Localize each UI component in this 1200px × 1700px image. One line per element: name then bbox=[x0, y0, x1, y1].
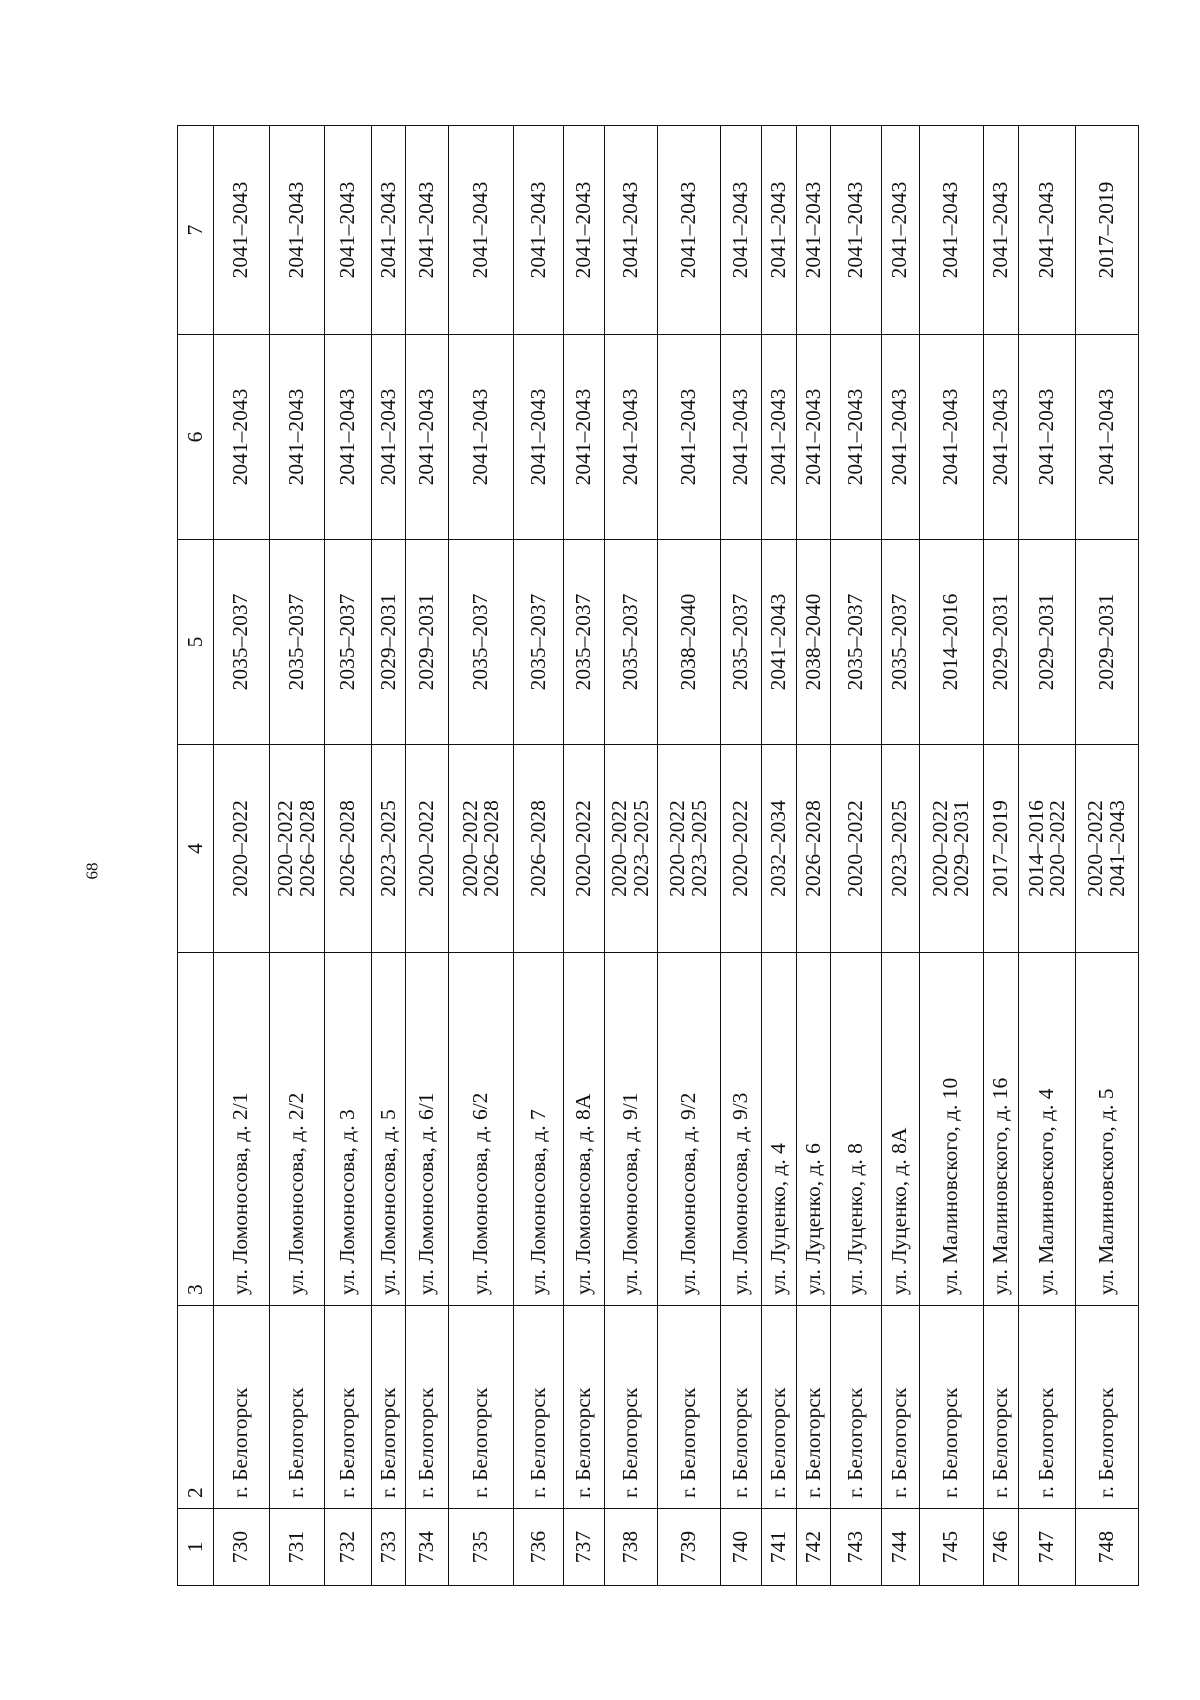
period-cell-4 bbox=[1019, 745, 1075, 953]
header-cell: 7 bbox=[178, 126, 214, 335]
period-cell-5: 2035–2037 bbox=[269, 540, 324, 745]
table-row bbox=[605, 126, 658, 1586]
period-cell-5: 2035–2037 bbox=[605, 540, 658, 745]
period-cell-4 bbox=[983, 745, 1019, 953]
city-cell: г. Белогорск bbox=[657, 1306, 720, 1509]
address-cell: ул. Ломоносова, д. 8А bbox=[563, 953, 604, 1306]
header-row bbox=[178, 126, 214, 1586]
table-row bbox=[983, 126, 1019, 1586]
period-line: 2023–2025 bbox=[686, 800, 711, 897]
period-cell-7: 2041–2043 bbox=[796, 126, 830, 335]
period-cell-7: 2041–2043 bbox=[269, 126, 324, 335]
address-cell: ул. Ломоносова, д. 3 bbox=[324, 953, 371, 1306]
period-cell-5: 2038–2040 bbox=[796, 540, 830, 745]
period-line: 2020–2022 bbox=[728, 800, 753, 897]
address-cell: ул. Ломоносова, д. 2/1 bbox=[213, 953, 269, 1306]
table-row bbox=[657, 126, 720, 1586]
period-line: 2026–2028 bbox=[479, 800, 504, 897]
period-cell-6: 2041–2043 bbox=[269, 335, 324, 540]
period-cell-7: 2041–2043 bbox=[762, 126, 796, 335]
city-cell: г. Белогорск bbox=[1019, 1306, 1075, 1509]
city-cell: г. Белогорск bbox=[269, 1306, 324, 1509]
city-cell: г. Белогорск bbox=[720, 1306, 761, 1509]
period-cell-4 bbox=[919, 745, 983, 953]
period-cell-6: 2041–2043 bbox=[881, 335, 919, 540]
period-cell-7: 2041–2043 bbox=[448, 126, 513, 335]
period-cell-5: 2029–2031 bbox=[372, 540, 406, 745]
period-cell-4 bbox=[796, 745, 830, 953]
row-number: 740 bbox=[720, 1509, 761, 1586]
row-number: 745 bbox=[919, 1509, 983, 1586]
period-cell-5: 2029–2031 bbox=[1075, 540, 1138, 745]
header-cell: 6 bbox=[178, 335, 214, 540]
table-row bbox=[919, 126, 983, 1586]
period-cell-6: 2041–2043 bbox=[919, 335, 983, 540]
period-cell-7: 2041–2043 bbox=[514, 126, 563, 335]
rotated-table-wrapper bbox=[177, 126, 1139, 1586]
row-number: 733 bbox=[372, 1509, 406, 1586]
address-cell: ул. Луценко, д. 6 bbox=[796, 953, 830, 1306]
period-cell-5: 2035–2037 bbox=[448, 540, 513, 745]
period-cell-6: 2041–2043 bbox=[657, 335, 720, 540]
table-row bbox=[1075, 126, 1138, 1586]
period-line: 2032–2034 bbox=[766, 800, 791, 897]
table-row bbox=[762, 126, 796, 1586]
page-number: 68 bbox=[82, 862, 102, 880]
period-cell-4 bbox=[563, 745, 604, 953]
period-cell-4 bbox=[881, 745, 919, 953]
period-cell-4 bbox=[720, 745, 761, 953]
city-cell: г. Белогорск bbox=[605, 1306, 658, 1509]
city-cell: г. Белогорск bbox=[448, 1306, 513, 1509]
period-cell-7: 2041–2043 bbox=[324, 126, 371, 335]
period-cell-6: 2041–2043 bbox=[448, 335, 513, 540]
period-cell-6: 2041–2043 bbox=[406, 335, 448, 540]
row-number: 744 bbox=[881, 1509, 919, 1586]
period-cell-7: 2041–2043 bbox=[720, 126, 761, 335]
row-number: 742 bbox=[796, 1509, 830, 1586]
header-cell: 3 bbox=[178, 953, 214, 1306]
period-cell-4 bbox=[269, 745, 324, 953]
period-cell-7: 2041–2043 bbox=[657, 126, 720, 335]
period-cell-7: 2041–2043 bbox=[605, 126, 658, 335]
period-cell-4 bbox=[657, 745, 720, 953]
city-cell: г. Белогорск bbox=[1075, 1306, 1138, 1509]
period-cell-6: 2041–2043 bbox=[1075, 335, 1138, 540]
table-frame bbox=[177, 126, 1200, 1564]
period-cell-5: 2038–2040 bbox=[657, 540, 720, 745]
period-cell-5: 2035–2037 bbox=[324, 540, 371, 745]
period-cell-5: 2035–2037 bbox=[720, 540, 761, 745]
table-row bbox=[269, 126, 324, 1586]
period-cell-4 bbox=[213, 745, 269, 953]
row-number: 732 bbox=[324, 1509, 371, 1586]
city-cell: г. Белогорск bbox=[213, 1306, 269, 1509]
period-line: 2041–2043 bbox=[1104, 800, 1129, 897]
period-cell-5: 2029–2031 bbox=[406, 540, 448, 745]
period-cell-5: 2041–2043 bbox=[762, 540, 796, 745]
city-cell: г. Белогорск bbox=[563, 1306, 604, 1509]
row-number: 737 bbox=[563, 1509, 604, 1586]
period-line: 2023–2025 bbox=[375, 800, 400, 897]
period-cell-7: 2041–2043 bbox=[983, 126, 1019, 335]
header-cell: 4 bbox=[178, 745, 214, 953]
row-number: 746 bbox=[983, 1509, 1019, 1586]
period-line: 2014–2016 bbox=[1023, 800, 1048, 897]
period-cell-4 bbox=[406, 745, 448, 953]
period-line: 2029–2031 bbox=[949, 800, 974, 897]
period-line: 2020–2022 bbox=[1083, 800, 1108, 897]
period-cell-6: 2041–2043 bbox=[514, 335, 563, 540]
period-cell-6: 2041–2043 bbox=[324, 335, 371, 540]
table-row bbox=[1019, 126, 1075, 1586]
table-row bbox=[514, 126, 563, 1586]
period-line: 2023–2025 bbox=[628, 800, 653, 897]
row-number: 743 bbox=[831, 1509, 882, 1586]
period-line: 2020–2022 bbox=[414, 800, 439, 897]
table-row bbox=[720, 126, 761, 1586]
row-number: 731 bbox=[269, 1509, 324, 1586]
address-cell: ул. Ломоносова, д. 2/2 bbox=[269, 953, 324, 1306]
city-cell: г. Белогорск bbox=[881, 1306, 919, 1509]
period-cell-4 bbox=[324, 745, 371, 953]
address-cell: ул. Луценко, д. 4 bbox=[762, 953, 796, 1306]
header-cell: 5 bbox=[178, 540, 214, 745]
period-cell-4 bbox=[448, 745, 513, 953]
period-cell-4 bbox=[514, 745, 563, 953]
header-cell: 1 bbox=[178, 1509, 214, 1586]
period-line: 2017–2019 bbox=[988, 800, 1013, 897]
row-number: 747 bbox=[1019, 1509, 1075, 1586]
address-cell: ул. Луценко, д. 8А bbox=[881, 953, 919, 1306]
period-cell-7: 2041–2043 bbox=[213, 126, 269, 335]
period-cell-7: 2041–2043 bbox=[919, 126, 983, 335]
period-cell-6: 2041–2043 bbox=[605, 335, 658, 540]
period-cell-6: 2041–2043 bbox=[563, 335, 604, 540]
address-cell: ул. Ломоносова, д. 6/2 bbox=[448, 953, 513, 1306]
period-line: 2020–2022 bbox=[843, 800, 868, 897]
period-cell-6: 2041–2043 bbox=[720, 335, 761, 540]
address-cell: ул. Малиновского, д. 16 bbox=[983, 953, 1019, 1306]
period-cell-6: 2041–2043 bbox=[762, 335, 796, 540]
table-row bbox=[324, 126, 371, 1586]
period-cell-7: 2041–2043 bbox=[881, 126, 919, 335]
row-number: 730 bbox=[213, 1509, 269, 1586]
city-cell: г. Белогорск bbox=[406, 1306, 448, 1509]
address-cell: ул. Ломоносова, д. 9/1 bbox=[605, 953, 658, 1306]
period-cell-4 bbox=[831, 745, 882, 953]
row-number: 735 bbox=[448, 1509, 513, 1586]
period-cell-5: 2029–2031 bbox=[1019, 540, 1075, 745]
city-cell: г. Белогорск bbox=[514, 1306, 563, 1509]
period-line: 2020–2022 bbox=[665, 800, 690, 897]
period-line: 2026–2028 bbox=[294, 800, 319, 897]
address-cell: ул. Луценко, д. 8 bbox=[831, 953, 882, 1306]
period-cell-6: 2041–2043 bbox=[796, 335, 830, 540]
table-row bbox=[448, 126, 513, 1586]
city-cell: г. Белогорск bbox=[372, 1306, 406, 1509]
period-line: 2026–2028 bbox=[335, 800, 360, 897]
row-number: 738 bbox=[605, 1509, 658, 1586]
period-cell-5: 2035–2037 bbox=[563, 540, 604, 745]
period-cell-6: 2041–2043 bbox=[1019, 335, 1075, 540]
period-cell-5: 2035–2037 bbox=[881, 540, 919, 745]
address-cell: ул. Ломоносова, д. 6/1 bbox=[406, 953, 448, 1306]
period-line: 2023–2025 bbox=[887, 800, 912, 897]
table-row bbox=[563, 126, 604, 1586]
city-cell: г. Белогорск bbox=[831, 1306, 882, 1509]
period-cell-7: 2017–2019 bbox=[1075, 126, 1138, 335]
table-row bbox=[796, 126, 830, 1586]
period-cell-7: 2041–2043 bbox=[831, 126, 882, 335]
address-cell: ул. Ломоносова, д. 9/3 bbox=[720, 953, 761, 1306]
period-line: 2020–2022 bbox=[273, 800, 298, 897]
row-number: 748 bbox=[1075, 1509, 1138, 1586]
period-cell-4 bbox=[605, 745, 658, 953]
period-cell-6: 2041–2043 bbox=[831, 335, 882, 540]
period-cell-4 bbox=[762, 745, 796, 953]
data-table bbox=[177, 125, 1139, 1586]
period-cell-7: 2041–2043 bbox=[406, 126, 448, 335]
city-cell: г. Белогорск bbox=[762, 1306, 796, 1509]
period-line: 2026–2028 bbox=[800, 800, 825, 897]
address-cell: ул. Ломоносова, д. 9/2 bbox=[657, 953, 720, 1306]
city-cell: г. Белогорск bbox=[983, 1306, 1019, 1509]
period-cell-6: 2041–2043 bbox=[213, 335, 269, 540]
row-number: 734 bbox=[406, 1509, 448, 1586]
row-number: 739 bbox=[657, 1509, 720, 1586]
period-line: 2020–2022 bbox=[1045, 800, 1070, 897]
row-number: 741 bbox=[762, 1509, 796, 1586]
city-cell: г. Белогорск bbox=[324, 1306, 371, 1509]
period-cell-5: 2014–2016 bbox=[919, 540, 983, 745]
period-line: 2020–2022 bbox=[571, 800, 596, 897]
period-cell-6: 2041–2043 bbox=[983, 335, 1019, 540]
address-cell: ул. Малиновского, д. 5 bbox=[1075, 953, 1138, 1306]
period-cell-5: 2035–2037 bbox=[831, 540, 882, 745]
period-line: 2020–2022 bbox=[228, 800, 253, 897]
address-cell: ул. Ломоносова, д. 7 bbox=[514, 953, 563, 1306]
address-cell: ул. Ломоносова, д. 5 bbox=[372, 953, 406, 1306]
period-cell-5: 2035–2037 bbox=[213, 540, 269, 745]
city-cell: г. Белогорск bbox=[919, 1306, 983, 1509]
period-cell-7: 2041–2043 bbox=[563, 126, 604, 335]
address-cell: ул. Малиновского, д. 4 bbox=[1019, 953, 1075, 1306]
period-cell-7: 2041–2043 bbox=[1019, 126, 1075, 335]
table-body bbox=[178, 126, 1139, 1586]
city-cell: г. Белогорск bbox=[796, 1306, 830, 1509]
period-cell-5: 2035–2037 bbox=[514, 540, 563, 745]
period-line: 2020–2022 bbox=[457, 800, 482, 897]
period-line: 2020–2022 bbox=[927, 800, 952, 897]
header-cell: 2 bbox=[178, 1306, 214, 1509]
period-cell-4 bbox=[1075, 745, 1138, 953]
period-line: 2026–2028 bbox=[525, 800, 550, 897]
period-cell-7: 2041–2043 bbox=[372, 126, 406, 335]
table-row bbox=[881, 126, 919, 1586]
row-number: 736 bbox=[514, 1509, 563, 1586]
period-cell-5: 2029–2031 bbox=[983, 540, 1019, 745]
period-cell-4 bbox=[372, 745, 406, 953]
table-row bbox=[831, 126, 882, 1586]
period-cell-6: 2041–2043 bbox=[372, 335, 406, 540]
period-line: 2020–2022 bbox=[607, 800, 632, 897]
address-cell: ул. Малиновского, д. 10 bbox=[919, 953, 983, 1306]
table-row bbox=[213, 126, 269, 1586]
table-row bbox=[372, 126, 406, 1586]
table-row bbox=[406, 126, 448, 1586]
